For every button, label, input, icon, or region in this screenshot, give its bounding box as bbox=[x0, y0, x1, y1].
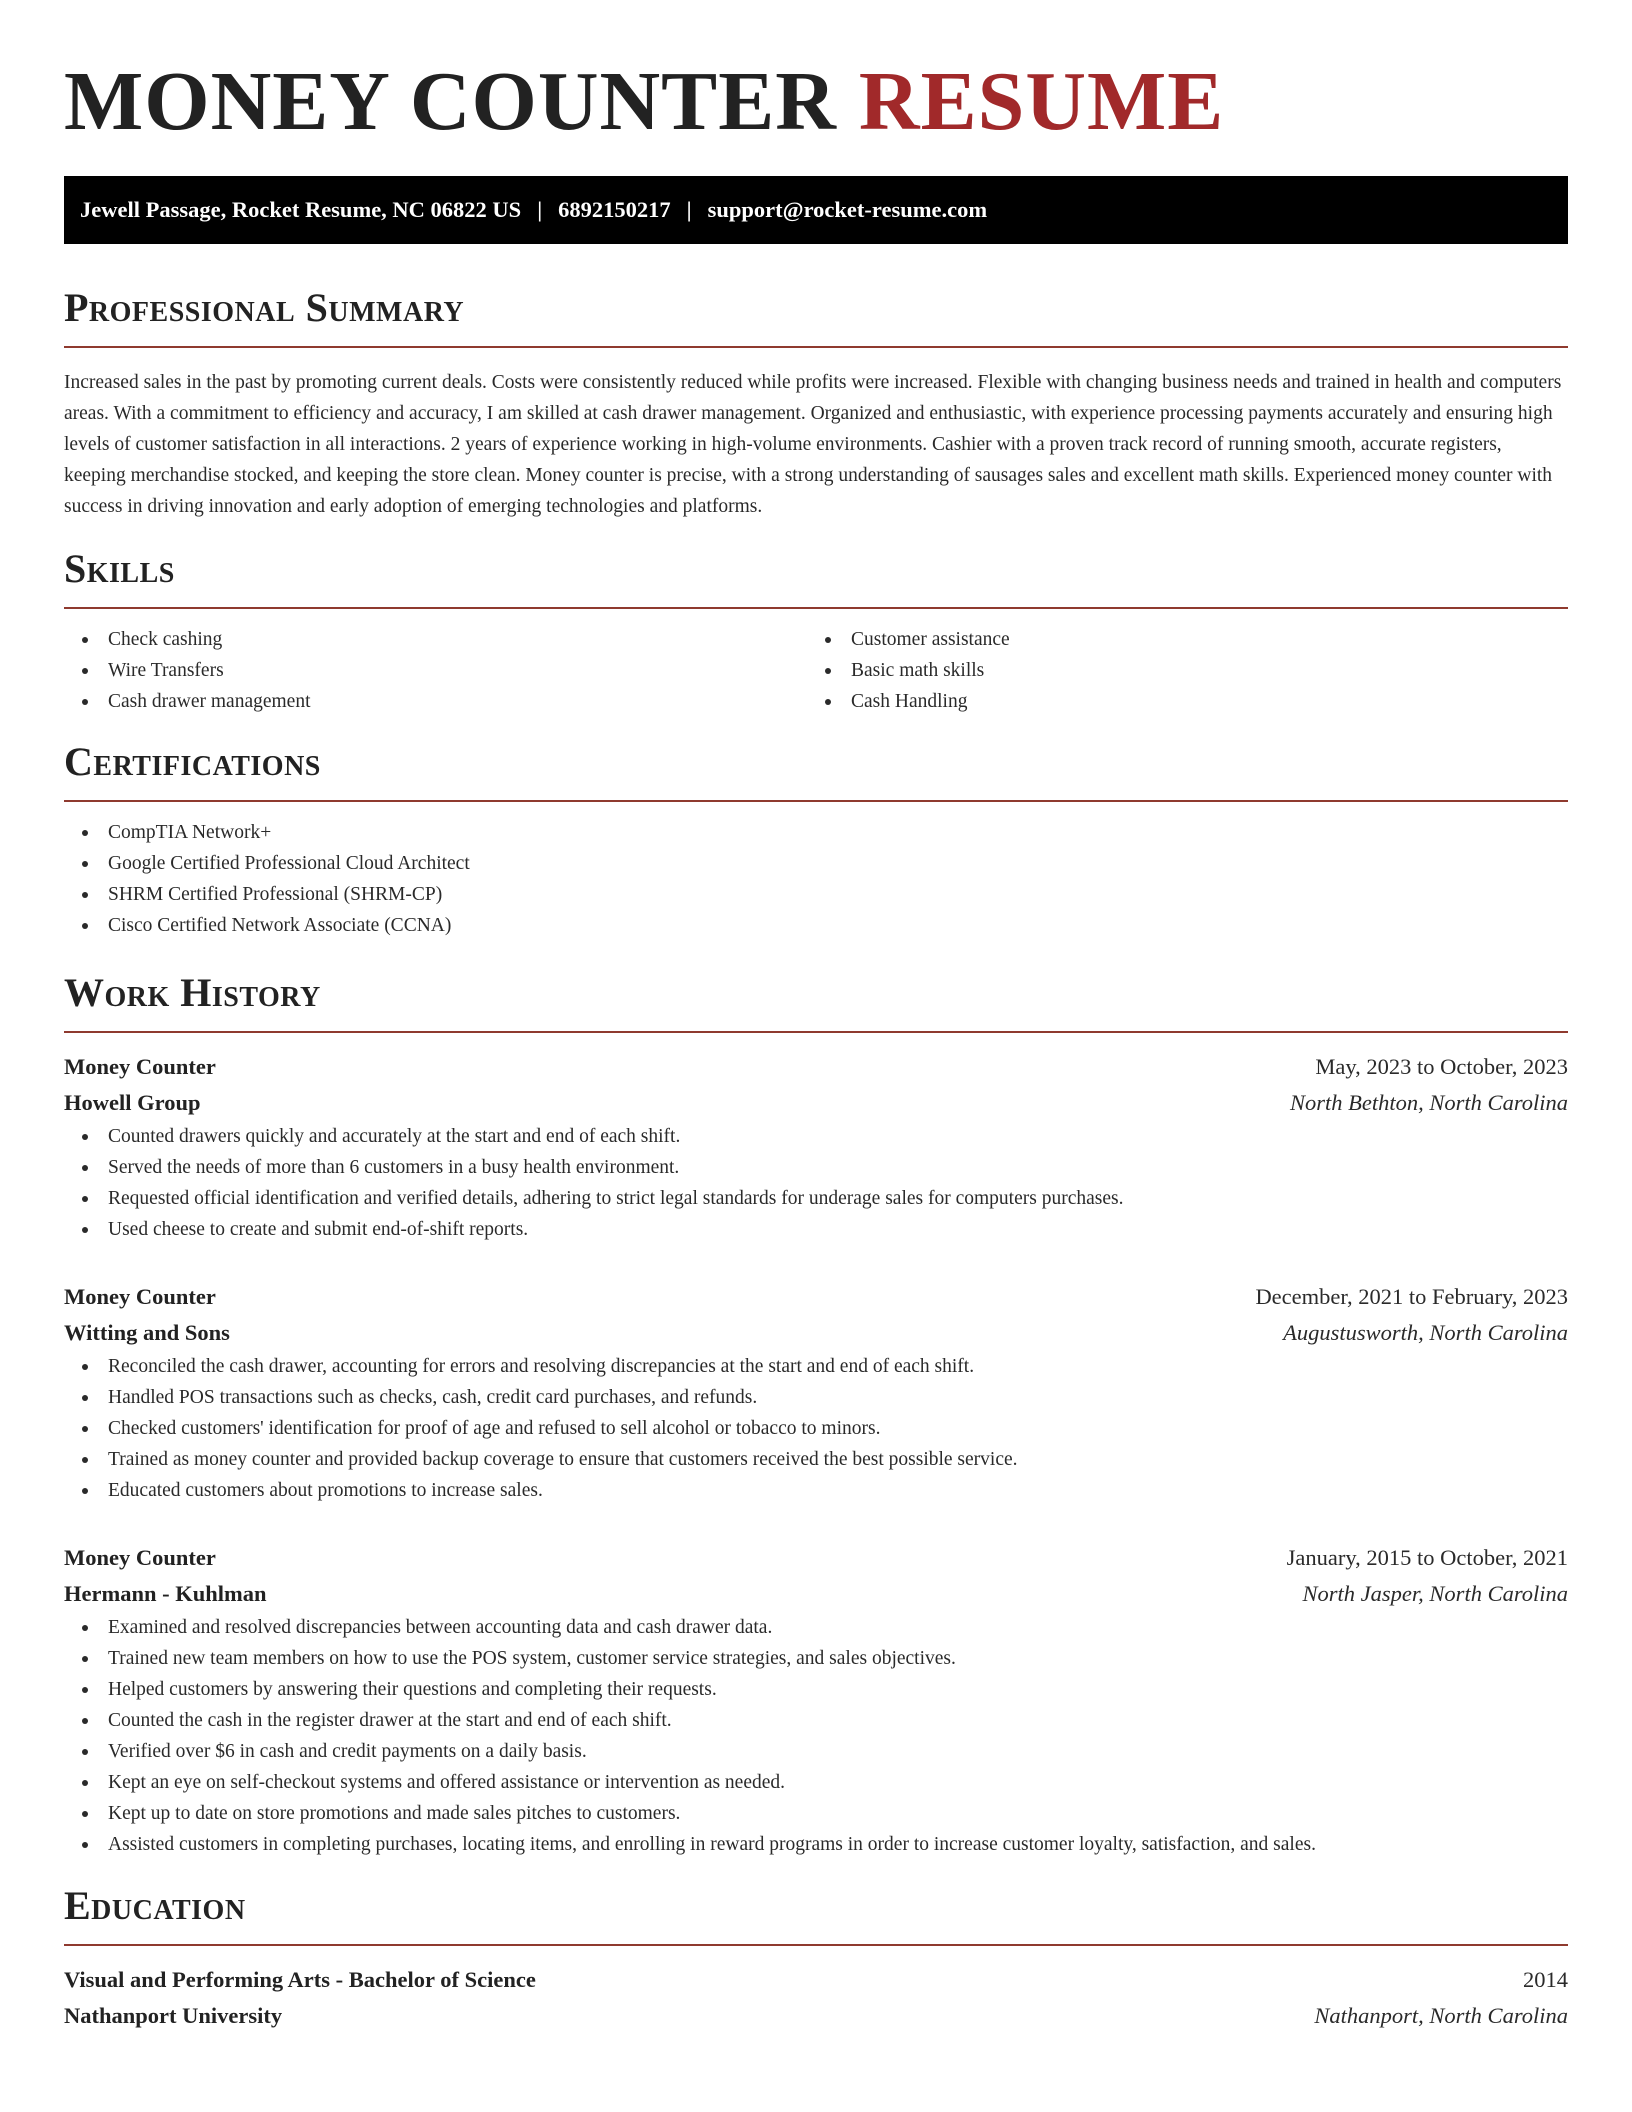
skills-section bbox=[64, 545, 1568, 717]
job-duty-item: Checked customers' identification for proof of age and refused to sell alcohol or tobacco to minors. bbox=[64, 1413, 1568, 1444]
job-company-row bbox=[64, 1315, 1568, 1351]
job-dates: May, 2023 to October, 2023 bbox=[1315, 1054, 1568, 1079]
job-entry bbox=[64, 1279, 1568, 1506]
skills-column-left bbox=[64, 624, 816, 717]
summary-text: Increased sales in the past by promoting current deals. Costs were consistently reduced while profits were increased. Flexible with changing business needs and trained in health and computers areas. With a commitment to efficiency and accuracy, I am skilled at cash drawer management. Organized and enthusiastic, with experience processing payments accurately and ensuring high levels of customer satisfaction in all interactions. 2 years of experience working in high-volume environments. Cashier with a proven track record of running smooth, accurate registers, keeping merchandise stocked, and keeping the store clean. Money counter is precise, with a strong understanding of sausages sales and excellent math skills. Experienced money counter with success in driving innovation and early adoption of emerging technologies and platforms. bbox=[64, 372, 1562, 517]
title-accent: RESUME bbox=[858, 55, 1225, 148]
education-degree: Visual and Performing Arts - Bachelor of Science bbox=[64, 1967, 536, 1992]
job-duty-item: Counted drawers quickly and accurately at the start and end of each shift. bbox=[64, 1121, 1568, 1152]
contact-separator: | bbox=[537, 197, 543, 222]
certification-item: Google Certified Professional Cloud Architect bbox=[64, 848, 1568, 879]
education-year: 2014 bbox=[1523, 1967, 1568, 1992]
education-section bbox=[64, 1882, 1568, 2034]
certification-item: Cisco Certified Network Associate (CCNA) bbox=[64, 910, 1568, 941]
skill-item: Basic math skills bbox=[807, 655, 1568, 686]
job-duties-list bbox=[64, 1351, 1568, 1506]
job-duty-item: Kept up to date on store promotions and made sales pitches to customers. bbox=[64, 1798, 1568, 1829]
section-divider bbox=[64, 1944, 1568, 1946]
skill-item: Cash Handling bbox=[807, 686, 1568, 717]
job-duty-item: Served the needs of more than 6 customers in a busy health environment. bbox=[64, 1152, 1568, 1183]
certifications-section bbox=[64, 738, 1568, 941]
section-title-skills: Skills bbox=[64, 546, 175, 591]
job-entry bbox=[64, 1049, 1568, 1245]
job-duty-item: Verified over $6 in cash and credit payments on a daily basis. bbox=[64, 1736, 1568, 1767]
section-title-summary: Professional Summary bbox=[64, 285, 465, 330]
job-duty-item: Counted the cash in the register drawer at the start and end of each shift. bbox=[64, 1705, 1568, 1736]
job-duty-item: Used cheese to create and submit end-of-shift reports. bbox=[64, 1214, 1568, 1245]
job-duty-item: Assisted customers in completing purchases, locating items, and enrolling in reward programs in order to increase customer loyalty, satisfaction, and sales. bbox=[64, 1829, 1568, 1860]
job-company: Howell Group bbox=[64, 1090, 201, 1115]
job-duties-list bbox=[64, 1612, 1568, 1860]
job-location: North Bethton, North Carolina bbox=[1290, 1090, 1568, 1115]
section-title-work: Work History bbox=[64, 970, 321, 1015]
job-company: Witting and Sons bbox=[64, 1320, 230, 1345]
certification-item: SHRM Certified Professional (SHRM-CP) bbox=[64, 879, 1568, 910]
section-divider bbox=[64, 607, 1568, 609]
job-duty-item: Kept an eye on self-checkout systems and offered assistance or intervention as needed. bbox=[64, 1767, 1568, 1798]
skills-column-right bbox=[816, 624, 1568, 717]
education-school-row bbox=[64, 1998, 1568, 2034]
skill-item: Wire Transfers bbox=[64, 655, 816, 686]
contact-phone: 6892150217 bbox=[558, 197, 671, 222]
job-duty-item: Handled POS transactions such as checks, cash, credit card purchases, and refunds. bbox=[64, 1382, 1568, 1413]
education-entry bbox=[64, 1962, 1568, 2034]
skill-item: Cash drawer management bbox=[64, 686, 816, 717]
job-duty-item: Reconciled the cash drawer, accounting for errors and resolving discrepancies at the start and end of each shift. bbox=[64, 1351, 1568, 1382]
job-duty-item: Trained new team members on how to use the POS system, customer service strategies, and sales objectives. bbox=[64, 1643, 1568, 1674]
job-duty-item: Educated customers about promotions to increase sales. bbox=[64, 1475, 1568, 1506]
certifications-list bbox=[64, 817, 1568, 941]
job-dates: January, 2015 to October, 2021 bbox=[1286, 1545, 1568, 1570]
job-company-row bbox=[64, 1576, 1568, 1612]
education-location: Nathanport, North Carolina bbox=[1314, 2003, 1568, 2028]
contact-address: Jewell Passage, Rocket Resume, NC 06822 US bbox=[80, 197, 522, 222]
work-history-section bbox=[64, 969, 1568, 1860]
resume-title bbox=[64, 52, 1568, 152]
job-title: Money Counter bbox=[64, 1054, 216, 1079]
title-main: MONEY COUNTER bbox=[64, 55, 837, 148]
section-divider bbox=[64, 1031, 1568, 1033]
job-company-row bbox=[64, 1085, 1568, 1121]
contact-separator: | bbox=[686, 197, 692, 222]
job-title: Money Counter bbox=[64, 1284, 216, 1309]
job-entry bbox=[64, 1540, 1568, 1860]
contact-email: support@rocket-resume.com bbox=[707, 197, 988, 222]
job-header-row bbox=[64, 1049, 1568, 1085]
job-location: Augustusworth, North Carolina bbox=[1283, 1320, 1568, 1345]
job-duty-item: Examined and resolved discrepancies between accounting data and cash drawer data. bbox=[64, 1612, 1568, 1643]
job-company: Hermann - Kuhlman bbox=[64, 1581, 267, 1606]
job-duty-item: Helped customers by answering their questions and completing their requests. bbox=[64, 1674, 1568, 1705]
skills-grid bbox=[64, 624, 1568, 717]
summary-section bbox=[64, 284, 1568, 522]
skill-item: Check cashing bbox=[64, 624, 816, 655]
job-location: North Jasper, North Carolina bbox=[1302, 1581, 1568, 1606]
section-title-education: Education bbox=[64, 1883, 246, 1928]
education-school: Nathanport University bbox=[64, 2003, 283, 2028]
skill-item: Customer assistance bbox=[807, 624, 1568, 655]
job-dates: December, 2021 to February, 2023 bbox=[1255, 1284, 1568, 1309]
education-degree-row bbox=[64, 1962, 1568, 1998]
job-duty-item: Requested official identification and verified details, adhering to strict legal standards for underage sales for computers purchases. bbox=[64, 1183, 1568, 1214]
section-title-certifications: Certifications bbox=[64, 739, 321, 784]
section-divider bbox=[64, 800, 1568, 802]
job-header-row bbox=[64, 1540, 1568, 1576]
job-title: Money Counter bbox=[64, 1545, 216, 1570]
job-duties-list bbox=[64, 1121, 1568, 1245]
job-header-row bbox=[64, 1279, 1568, 1315]
contact-bar bbox=[64, 176, 1568, 244]
section-divider bbox=[64, 346, 1568, 348]
job-duty-item: Trained as money counter and provided backup coverage to ensure that customers received the best possible service. bbox=[64, 1444, 1568, 1475]
certification-item: CompTIA Network+ bbox=[64, 817, 1568, 848]
